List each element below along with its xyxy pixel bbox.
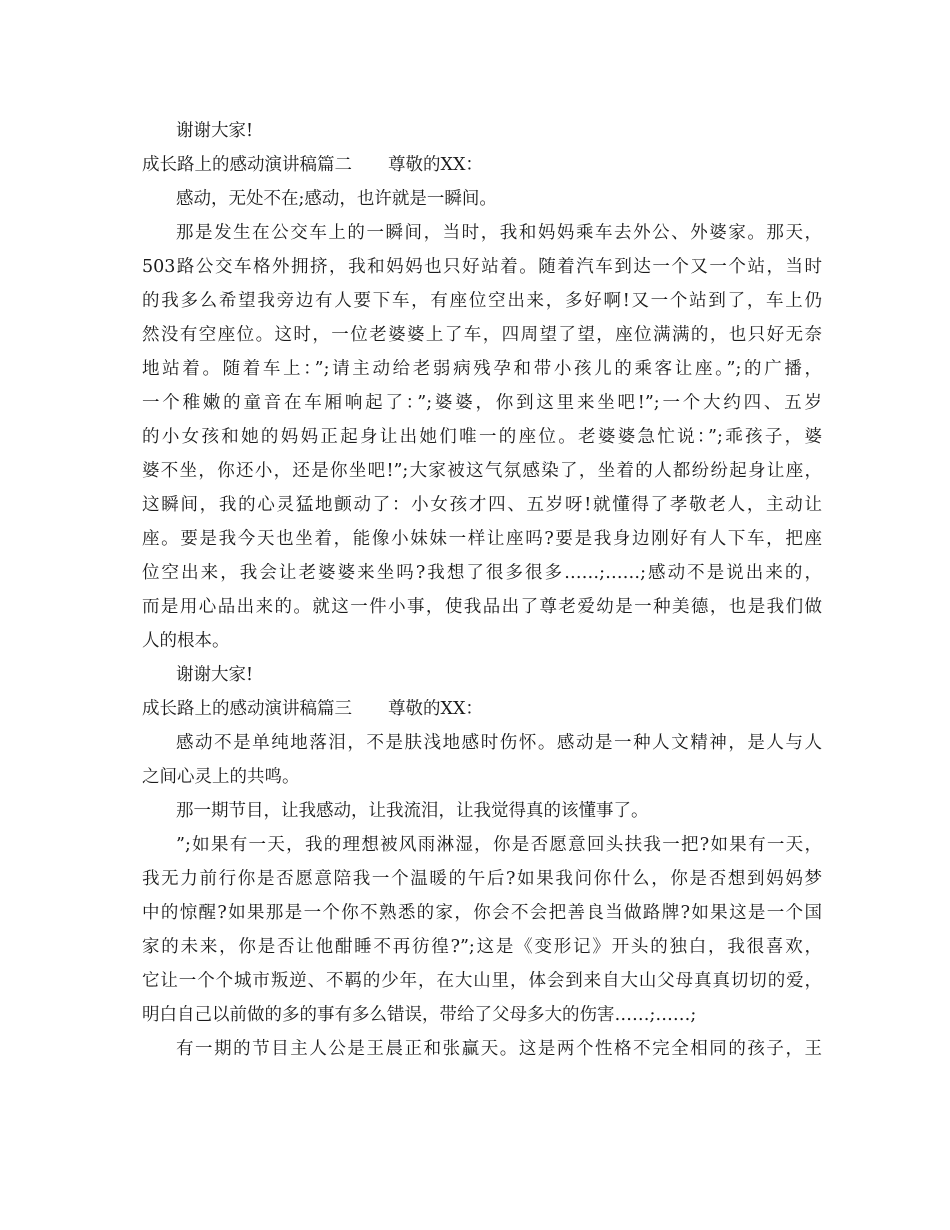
- paragraph-line: 503路公交车格外拥挤，我和妈妈也只好站着。随着汽车到达一个又一个站，当时: [142, 257, 822, 277]
- paragraph-line: 一个稚嫩的童音在车厢响起了：”;婆婆，你到这里来坐吧!”;一个大约四、五岁: [142, 393, 822, 413]
- paragraph-line: ”;如果有一天，我的理想被风雨淋湿，你是否愿意回头扶我一把?如果有一天，: [176, 835, 822, 855]
- section-heading: [142, 148, 822, 182]
- paragraph-line: 而是用心品出来的。就这一件小事，使我品出了尊老爱幼是一种美德，也是我们做: [142, 597, 822, 617]
- paragraph-line: 那一期节目，让我感动，让我流泪，让我觉得真的该懂事了。: [176, 801, 649, 821]
- section-title: 成长路上的感动演讲稿篇三: [142, 699, 352, 719]
- paragraph-line: 明白自己以前做的多的事有多么错误，带给了父母多大的伤害……;……;: [142, 1005, 697, 1025]
- closing-text: 谢谢大家!: [176, 665, 254, 685]
- paragraph-line: 我无力前行你是否愿意陪我一个温暖的午后?如果我问你什么，你是否想到妈妈梦: [142, 869, 822, 889]
- document-page: [142, 114, 822, 1066]
- paragraph-line: 座。要是我今天也坐着，能像小妹妹一样让座吗?要是我身边刚好有人下车，把座: [142, 529, 822, 549]
- paragraph-line: 感动，无处不在;感动，也许就是一瞬间。: [176, 189, 497, 209]
- salutation: 尊敬的XX：: [388, 699, 483, 719]
- paragraph-line: 有一期的节目主人公是王晨正和张赢天。这是两个性格不完全相同的孩子，王: [176, 1039, 822, 1059]
- paragraph-line: 的小女孩和她的妈妈正起身让出她们唯一的座位。老婆婆急忙说：”;乖孩子，婆: [142, 427, 822, 447]
- paragraph-line: 这瞬间，我的心灵猛地颤动了：小女孩才四、五岁呀!就懂得了孝敬老人，主动让: [142, 495, 822, 515]
- paragraph-line: 感动不是单纯地落泪，不是肤浅地感时伤怀。感动是一种人文精神，是人与人: [176, 733, 822, 753]
- section-title: 成长路上的感动演讲稿篇二: [142, 155, 352, 175]
- paragraph-line: 的我多么希望我旁边有人要下车，有座位空出来，多好啊!又一个站到了，车上仍: [142, 291, 822, 311]
- closing-text: 谢谢大家!: [176, 121, 254, 141]
- paragraph-line: 婆不坐，你还小，还是你坐吧!”;大家被这气氛感染了，坐着的人都纷纷起身让座，: [142, 461, 822, 481]
- salutation: 尊敬的XX：: [388, 155, 483, 175]
- paragraph-line: 中的惊醒?如果那是一个你不熟悉的家，你会不会把善良当做路牌?如果这是一个国: [142, 903, 822, 923]
- paragraph-line: 它让一个个城市叛逆、不羁的少年，在大山里，体会到来自大山父母真真切切的爱，: [142, 971, 822, 991]
- paragraph-line: 位空出来，我会让老婆婆来坐吗?我想了很多很多……;……;感动不是说出来的，: [142, 563, 822, 583]
- paragraph-line: 之间心灵上的共鸣。: [142, 767, 300, 787]
- paragraph-line: 然没有空座位。这时，一位老婆婆上了车，四周望了望，座位满满的，也只好无奈: [142, 325, 822, 345]
- paragraph-line: 人的根本。: [142, 631, 230, 651]
- paragraph-line: 地站着。随着车上：”;请主动给老弱病残孕和带小孩儿的乘客让座。”;的广播，: [142, 359, 822, 379]
- paragraph-line: 家的未来，你是否让他酣睡不再彷徨?”;这是《变形记》开头的独白，我很喜欢，: [142, 937, 822, 957]
- section-heading: [142, 692, 822, 726]
- paragraph-line: 那是发生在公交车上的一瞬间，当时，我和妈妈乘车去外公、外婆家。那天，: [176, 223, 822, 243]
